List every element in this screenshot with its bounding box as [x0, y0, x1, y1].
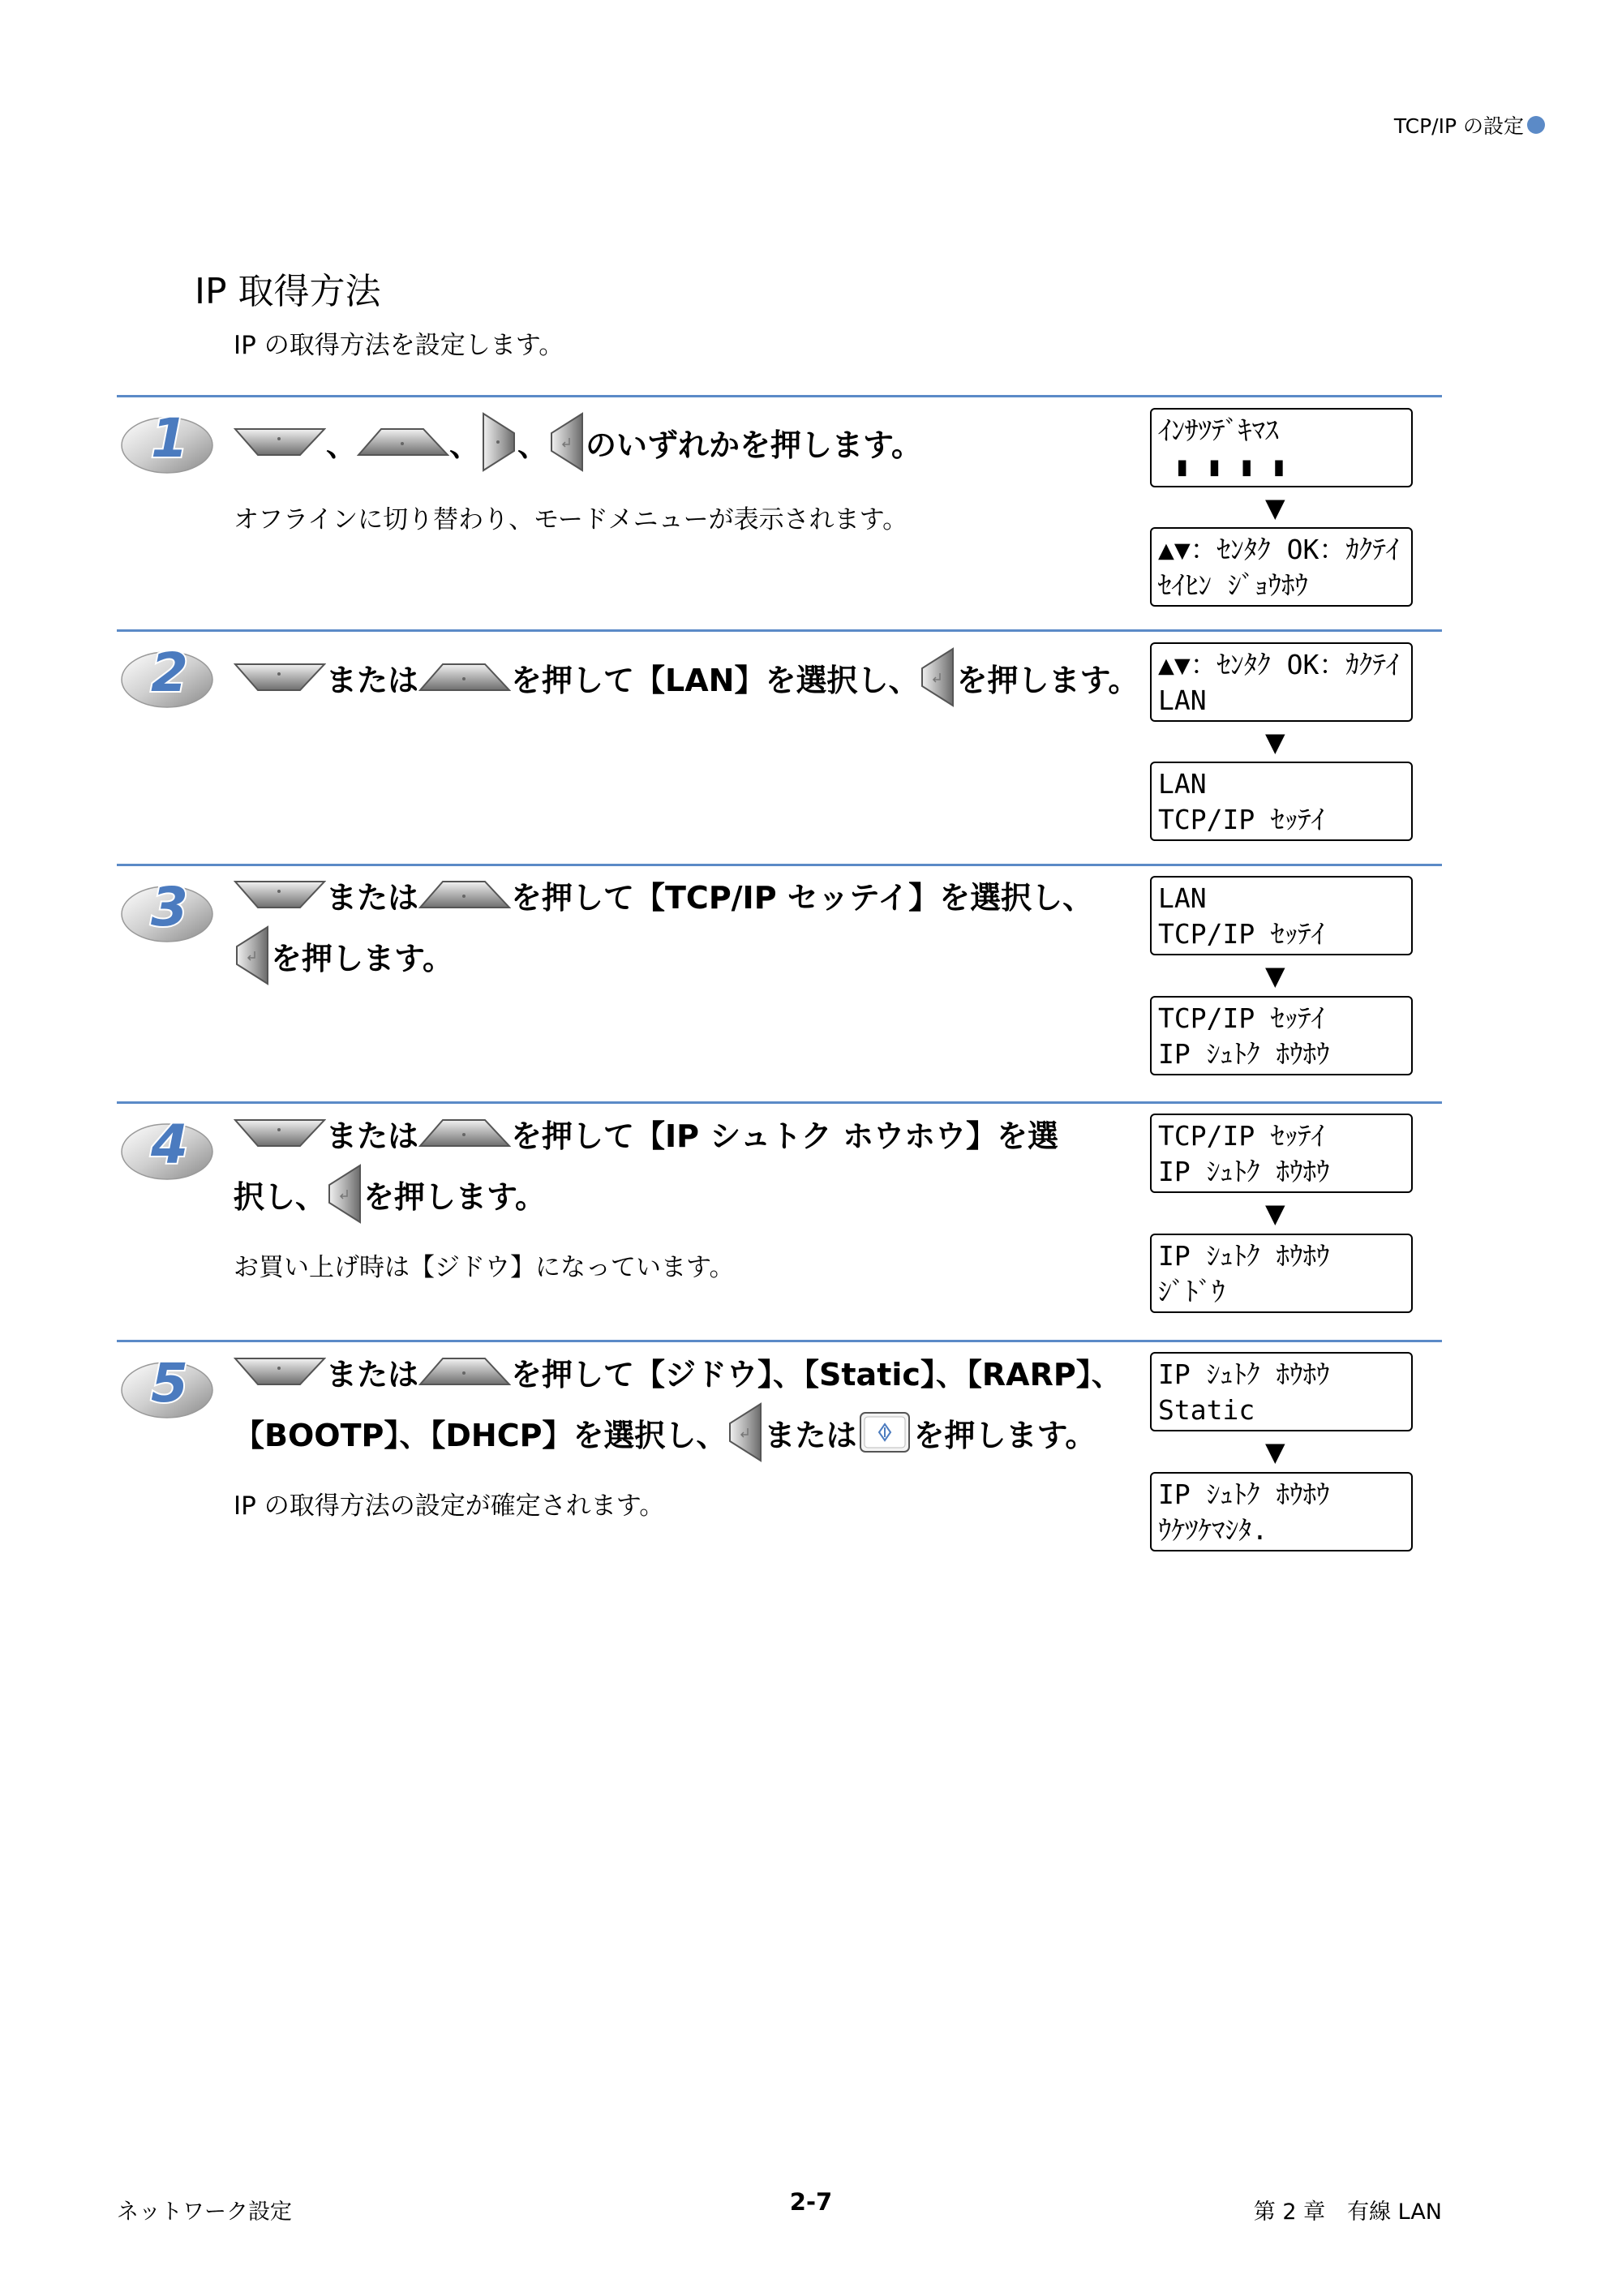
- lcd-line-2: ▮ ▮ ▮ ▮: [1158, 450, 1287, 482]
- enter-key-icon: [919, 647, 956, 707]
- lcd-panel-before: [1150, 408, 1413, 487]
- step-1-instruction: [234, 414, 922, 470]
- right-arrow-key-icon: [480, 412, 517, 472]
- down-arrow-key-icon: [234, 1117, 326, 1149]
- lcd-line-2: TCP/IP ｾｯﾃｲ: [1158, 918, 1325, 950]
- lcd-line-2: ｼﾞﾄﾞｳ: [1158, 1276, 1225, 1307]
- enter-key-icon: [326, 1164, 363, 1224]
- down-triangle-icon: ▼: [1265, 492, 1285, 523]
- or-text: または: [326, 662, 419, 698]
- separator: 、: [517, 427, 549, 463]
- lcd-line-1: TCP/IP ｾｯﾃｲ: [1158, 1002, 1325, 1034]
- step-number: 4: [151, 1114, 188, 1176]
- instruction-text: 択し、: [234, 1178, 327, 1215]
- enter-key-icon: [234, 925, 271, 985]
- step-3-instruction-line-1: [234, 866, 1093, 923]
- page-title: IP 取得方法: [195, 271, 381, 312]
- page-intro: IP の取得方法を設定します。: [234, 331, 564, 360]
- instruction-text: を押します。: [913, 1417, 1096, 1453]
- step-divider: [117, 1340, 1442, 1342]
- lcd-line-1: ｲﾝｻﾂﾃﾞｷﾏｽ: [1158, 414, 1279, 446]
- lcd-line-2: ｳｹﾂｹﾏｼﾀ.: [1158, 1514, 1268, 1546]
- step-5-note: IP の取得方法の設定が確定されます。: [234, 1491, 665, 1521]
- step-2-instruction: [234, 649, 1139, 706]
- or-text: または: [326, 1118, 419, 1154]
- lcd-panel-after: [1150, 996, 1413, 1075]
- down-arrow-key-icon: [234, 1355, 326, 1388]
- lcd-line-2: TCP/IP ｾｯﾃｲ: [1158, 804, 1325, 835]
- footer-chapter-label: 第 2 章 有線 LAN: [1253, 2199, 1442, 2225]
- or-text: または: [326, 1356, 419, 1393]
- instruction-text: を押して【TCP/IP セッテイ】を選択し、: [511, 879, 1094, 916]
- step-5-instruction-line-2: [234, 1404, 1096, 1461]
- page-number: 2-7: [789, 2188, 833, 2216]
- blue-dot-icon: [1527, 116, 1545, 134]
- step-divider: [117, 629, 1442, 632]
- lcd-line-1: IP ｼｭﾄｸ ﾎｳﾎｳ: [1158, 1358, 1330, 1390]
- step-number: 3: [151, 876, 188, 938]
- enter-key-icon: [548, 412, 586, 472]
- step-divider: [117, 1101, 1442, 1104]
- lcd-line-1: LAN: [1158, 882, 1207, 914]
- step-number-badge: [117, 1346, 214, 1423]
- lcd-panel-after: [1150, 1234, 1413, 1313]
- lcd-line-2: Static: [1158, 1394, 1255, 1426]
- step-4-instruction-line-2: [234, 1165, 546, 1222]
- step-number: 1: [151, 407, 188, 470]
- step-divider: [117, 395, 1442, 397]
- lcd-line-1: ▲▼：ｾﾝﾀｸ OK：ｶｸﾃｲ: [1158, 649, 1400, 680]
- lcd-line-1: ▲▼：ｾﾝﾀｸ OK：ｶｸﾃｲ: [1158, 534, 1400, 565]
- step-5-instruction-line-1: [234, 1343, 1122, 1400]
- step-4-note: お買い上げ時は【ジドウ】になっています。: [234, 1253, 735, 1282]
- instruction-text: を押して【LAN】を選択し、: [511, 662, 920, 698]
- step-number: 2: [151, 642, 188, 704]
- or-text: または: [764, 1417, 857, 1453]
- lcd-panel-before: [1150, 876, 1413, 955]
- instruction-text: 【BOOTP】、【DHCP】を選択し、: [234, 1417, 727, 1453]
- instruction-text: を押します。: [363, 1178, 546, 1215]
- instruction-text: を押して【ジドウ】、【Static】、【RARP】、: [511, 1356, 1122, 1393]
- down-triangle-icon: ▼: [1265, 1436, 1285, 1467]
- or-text: または: [326, 879, 419, 916]
- up-arrow-key-icon: [418, 1355, 511, 1388]
- down-triangle-icon: ▼: [1265, 1198, 1285, 1229]
- down-triangle-icon: ▼: [1265, 727, 1285, 757]
- instruction-text: を押します。: [271, 940, 453, 976]
- footer-left-label: ネットワーク設定: [117, 2199, 292, 2225]
- lcd-panel-before: [1150, 642, 1413, 722]
- down-triangle-icon: ▼: [1265, 960, 1285, 991]
- down-arrow-key-icon: [234, 426, 326, 458]
- lcd-panel-after: [1150, 762, 1413, 841]
- lcd-line-1: LAN: [1158, 768, 1207, 800]
- step-1-note: オフラインに切り替わり、モードメニューが表示されます。: [234, 505, 908, 534]
- lcd-line-2: IP ｼｭﾄｸ ﾎｳﾎｳ: [1158, 1156, 1330, 1187]
- up-arrow-key-icon: [418, 1117, 511, 1149]
- header-label-text: TCP/IP の設定: [1393, 114, 1524, 138]
- step-number: 5: [151, 1352, 188, 1414]
- up-arrow-key-icon: [418, 878, 511, 911]
- down-arrow-key-icon: [234, 661, 326, 693]
- enter-key-icon: [727, 1402, 764, 1462]
- instruction-text: のいずれかを押します。: [586, 427, 923, 463]
- lcd-line-1: IP ｼｭﾄｸ ﾎｳﾎｳ: [1158, 1240, 1330, 1272]
- lcd-line-2: LAN: [1158, 685, 1207, 716]
- step-number-badge: [117, 636, 214, 712]
- lcd-panel-before: [1150, 1352, 1413, 1431]
- step-number-badge: [117, 1108, 214, 1184]
- step-number-badge: [117, 401, 214, 478]
- separator: 、: [449, 427, 481, 463]
- down-arrow-key-icon: [234, 878, 326, 911]
- lcd-panel-before: [1150, 1114, 1413, 1193]
- up-arrow-key-icon: [357, 426, 449, 458]
- go-key-icon: [858, 1410, 912, 1454]
- header-section-label: [1394, 110, 1545, 139]
- separator: 、: [326, 427, 358, 463]
- lcd-line-1: IP ｼｭﾄｸ ﾎｳﾎｳ: [1158, 1478, 1330, 1510]
- lcd-line-2: ｾｲﾋﾝ ｼﾞｮｳﾎｳ: [1158, 569, 1308, 601]
- lcd-panel-after: [1150, 1472, 1413, 1551]
- lcd-panel-after: [1150, 527, 1413, 607]
- step-3-instruction-line-2: [234, 927, 453, 984]
- step-number-badge: [117, 870, 214, 946]
- lcd-line-2: IP ｼｭﾄｸ ﾎｳﾎｳ: [1158, 1038, 1330, 1070]
- up-arrow-key-icon: [418, 661, 511, 693]
- lcd-line-1: TCP/IP ｾｯﾃｲ: [1158, 1120, 1325, 1152]
- instruction-text: を押して【IP シュトク ホウホウ】を選: [511, 1118, 1058, 1154]
- step-4-instruction-line-1: [234, 1105, 1058, 1161]
- instruction-text: を押します。: [956, 662, 1139, 698]
